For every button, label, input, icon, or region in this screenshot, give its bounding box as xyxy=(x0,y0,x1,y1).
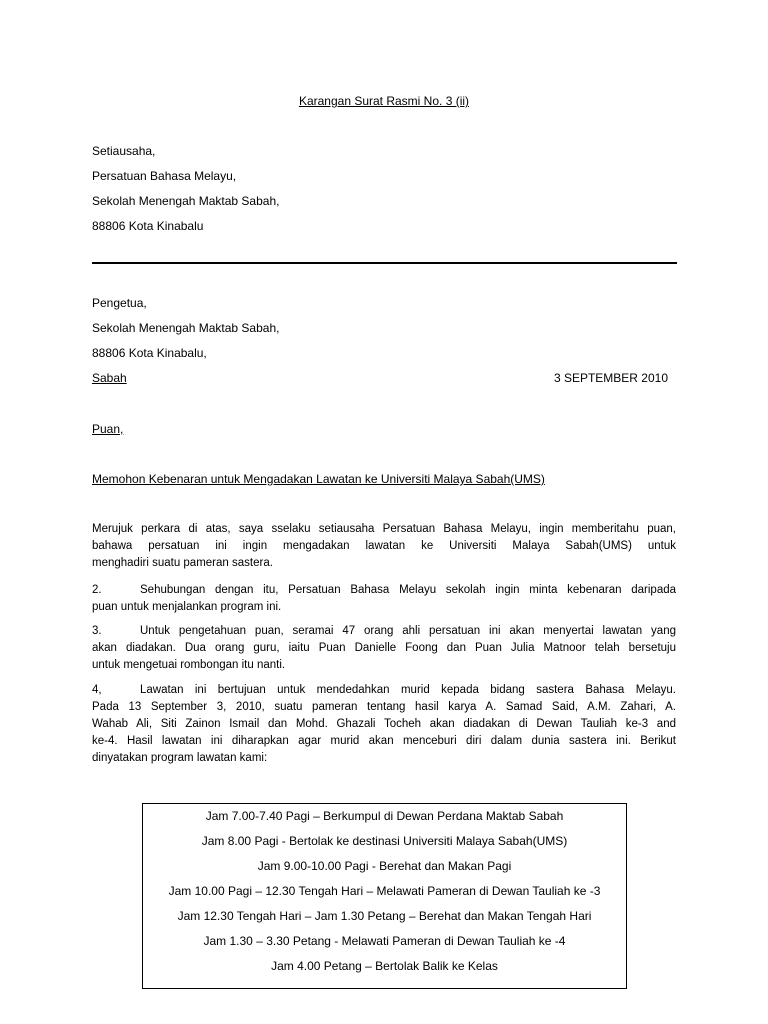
sender-line: Sekolah Menengah Maktab Sabah, xyxy=(92,194,280,208)
salutation-text: Puan, xyxy=(92,422,124,436)
paragraph-4 xyxy=(92,682,676,767)
paragraph-line: ke-4. Hasil lawatan ini diharapkan agar murid akan menceburi diri dalam dunia sastera ini. Berikut xyxy=(92,735,676,747)
paragraph-first-line xyxy=(92,582,676,599)
recipient-line: 88806 Kota Kinabalu, xyxy=(92,346,207,360)
sender-line: 88806 Kota Kinabalu xyxy=(92,219,204,233)
paragraph-line: bahawa persatuan ini ingin mengadakan lawatan ke Universiti Malaya Sabah(UMS) untuk xyxy=(92,540,676,552)
paragraph-line: Pada 13 September 3, 2010, suatu pameran tentang hasil karya A. Samad Said, A.M. Zahari, A. xyxy=(92,701,676,713)
schedule-item: Jam 7.00-7.40 Pagi – Berkumpul di Dewan Perdana Maktab Sabah xyxy=(205,809,564,823)
letter-subject xyxy=(92,471,545,488)
schedule-item: Jam 9.00-10.00 Pagi - Berehat dan Makan Pagi xyxy=(257,859,512,873)
recipient-line: Pengetua, xyxy=(92,296,147,310)
paragraph-3 xyxy=(92,623,676,674)
schedule-item: Jam 12.30 Tengah Hari – Jam 1.30 Petang – Berehat dan Makan Tengah Hari xyxy=(177,909,592,923)
paragraph-2 xyxy=(92,582,676,616)
paragraph-number: 4, xyxy=(92,684,102,696)
schedule-item: Jam 10.00 Pagi – 12.30 Tengah Hari – Melawati Pameran di Dewan Tauliah ke -3 xyxy=(168,884,601,898)
salutation xyxy=(92,421,123,438)
schedule-item: Jam 8.00 Pagi - Bertolak ke destinasi Universiti Malaya Sabah(UMS) xyxy=(201,834,568,848)
sender-line: Persatuan Bahasa Melayu, xyxy=(92,169,237,183)
recipient-address xyxy=(92,291,668,391)
paragraph-line: Untuk pengetahuan puan, seramai 47 orang ahli persatuan ini akan menyertai lawatan yang xyxy=(140,625,676,637)
paragraph-line: untuk mengetuai rombongan itu nanti. xyxy=(92,659,286,671)
document-title-text: Karangan Surat Rasmi No. 3 (ii) xyxy=(298,94,470,108)
paragraph-line: puan untuk menjalankan program ini. xyxy=(92,601,282,613)
paragraph-line: Sehubungan dengan itu, Persatuan Bahasa Melayu sekolah ingin minta kebenaran daripada xyxy=(140,584,676,596)
paragraph-line: akan diadakan. Dua orang guru, iaitu Puan Danielle Foong dan Puan Julia Matnoor telah bersetuju xyxy=(92,642,676,654)
divider-rule xyxy=(92,262,677,264)
paragraph-first-line xyxy=(92,623,676,640)
schedule-item: Jam 1.30 – 3.30 Petang - Melawati Pameran di Dewan Tauliah ke -4 xyxy=(203,934,566,948)
letter-subject-text: Memohon Kebenaran untuk Mengadakan Lawatan ke Universiti Malaya Sabah(UMS) xyxy=(92,472,545,486)
sender-address xyxy=(92,139,279,239)
paragraph-number: 3. xyxy=(92,625,102,637)
recipient-state: Sabah xyxy=(92,371,127,385)
document-title xyxy=(0,93,768,110)
paragraph-number: 2. xyxy=(92,584,102,596)
schedule-box xyxy=(142,803,627,989)
letter-date: 3 SEPTEMBER 2010 xyxy=(553,371,668,385)
paragraph-line: dinyatakan program lawatan kami: xyxy=(92,752,268,764)
paragraph-line: Lawatan ini bertujuan untuk mendedahkan murid kepada bidang sastera Bahasa Melayu. xyxy=(140,684,676,696)
recipient-last-row xyxy=(92,366,668,391)
sender-line: Setiausaha, xyxy=(92,144,156,158)
recipient-line: Sekolah Menengah Maktab Sabah, xyxy=(92,321,280,335)
schedule-item: Jam 4.00 Petang – Bertolak Balik ke Kelas xyxy=(271,959,498,973)
paragraph-first-line xyxy=(92,682,676,699)
paragraph-line: Merujuk perkara di atas, saya sselaku setiausaha Persatuan Bahasa Melayu, ingin memberitahu puan, xyxy=(92,523,676,535)
paragraph-1 xyxy=(92,521,676,572)
paragraph-line: Wahab Ali, Siti Zainon Ismail dan Mohd. Ghazali Tocheh akan diadakan di Dewan Tauliah ke-3 and xyxy=(92,718,676,730)
paragraph-line: menghadiri suatu pameran sastera. xyxy=(92,557,273,569)
